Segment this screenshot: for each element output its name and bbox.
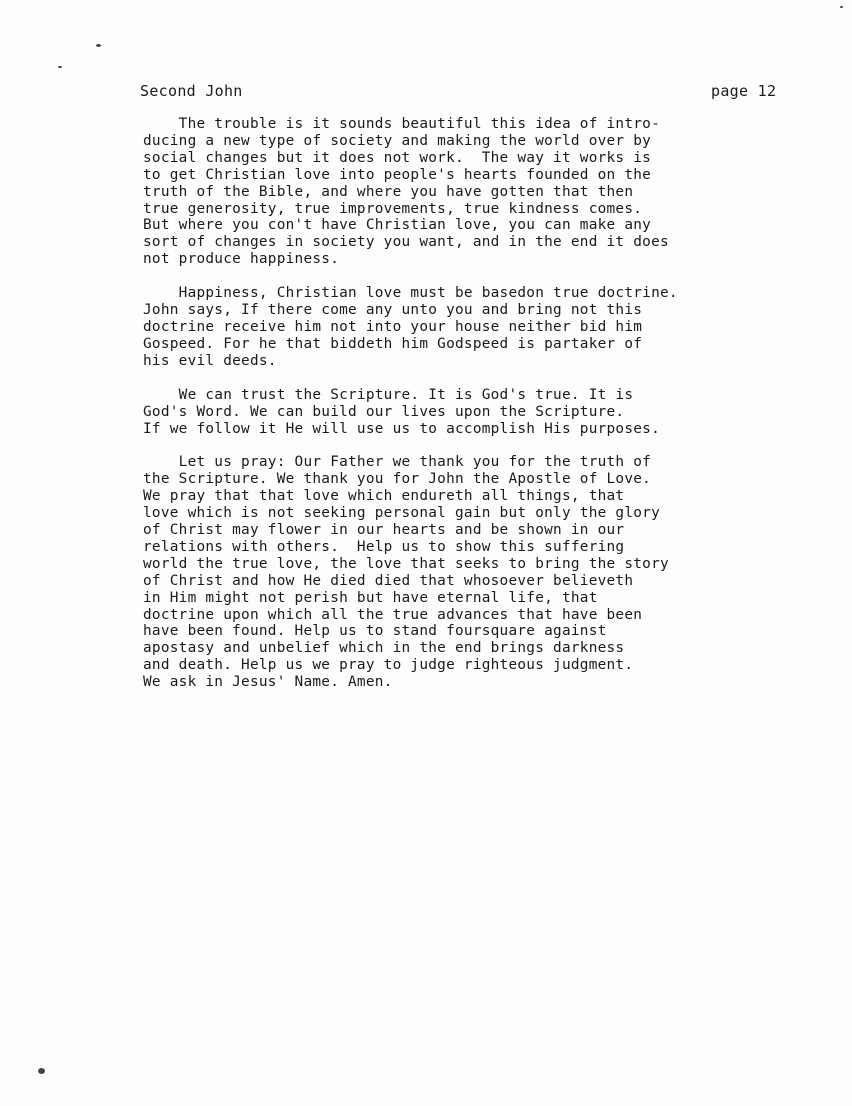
text-line: of Christ may flower in our hearts and be shown in our	[143, 522, 625, 539]
text-line: doctrine upon which all the true advances that have been	[143, 606, 643, 623]
text-line: John says, If there come any unto you and bring not this	[143, 302, 643, 319]
text-line: Happiness, Christian love must be basedon true doctrine.	[143, 285, 678, 302]
text-line: If we follow it He will use us to accomplish His purposes.	[143, 420, 661, 437]
text-line: apostasy and unbelief which in the end brings darkness	[143, 640, 625, 657]
scan-speck	[840, 6, 843, 8]
text-line: have been found. Help us to stand foursquare against	[143, 623, 607, 640]
text-line: sort of changes in society you want, and in the end it does	[143, 234, 669, 251]
text-line: truth of the Bible, and where you have gotten that then	[143, 183, 634, 200]
text-line: world the true love, the love that seeks to bring the story	[143, 555, 669, 572]
text-line: We pray that that love which endureth all things, that	[143, 488, 625, 505]
paragraph-1	[143, 116, 783, 268]
text-line: doctrine receive him not into your house neither bid him	[143, 318, 643, 335]
text-line: love which is not seeking personal gain but only the glory	[143, 505, 661, 522]
scan-speck	[38, 1068, 45, 1074]
page-number: page 12	[711, 82, 777, 100]
text-line: We ask in Jesus' Name. Amen.	[143, 674, 393, 691]
paragraph-4	[143, 454, 783, 691]
text-line: of Christ and how He died died that whosoever believeth	[143, 572, 634, 589]
text-line: ducing a new type of society and making the world over by	[143, 132, 652, 149]
text-line: The trouble is it sounds beautiful this idea of intro-	[143, 116, 661, 132]
text-line: God's Word. We can build our lives upon the Scripture.	[143, 403, 625, 420]
text-line: to get Christian love into people's hearts founded on the	[143, 166, 652, 183]
text-line: and death. Help us we pray to judge righteous judgment.	[143, 657, 634, 674]
text-line: in Him might not perish but have eternal life, that	[143, 589, 598, 606]
text-line: not produce happiness.	[143, 251, 340, 268]
paragraph-2	[143, 285, 783, 370]
body-text	[143, 116, 783, 708]
scan-speck	[96, 44, 101, 47]
text-line: Let us pray: Our Father we thank you for the truth of	[143, 454, 652, 471]
document-title: Second John	[140, 82, 243, 100]
text-line: Gospeed. For he that biddeth him Godspeed is partaker of	[143, 335, 643, 352]
text-line: his evil deeds.	[143, 352, 277, 369]
text-line: We can trust the Scripture. It is God's true. It is	[143, 386, 634, 403]
text-line: the Scripture. We thank you for John the Apostle of Love.	[143, 471, 652, 488]
text-line: But where you con't have Christian love, you can make any	[143, 217, 652, 234]
paragraph-3	[143, 387, 783, 438]
text-line: true generosity, true improvements, true kindness comes.	[143, 200, 643, 217]
text-line: social changes but it does not work. The way it works is	[143, 149, 652, 166]
scan-speck	[58, 66, 62, 68]
text-line: relations with others. Help us to show this suffering	[143, 538, 625, 555]
